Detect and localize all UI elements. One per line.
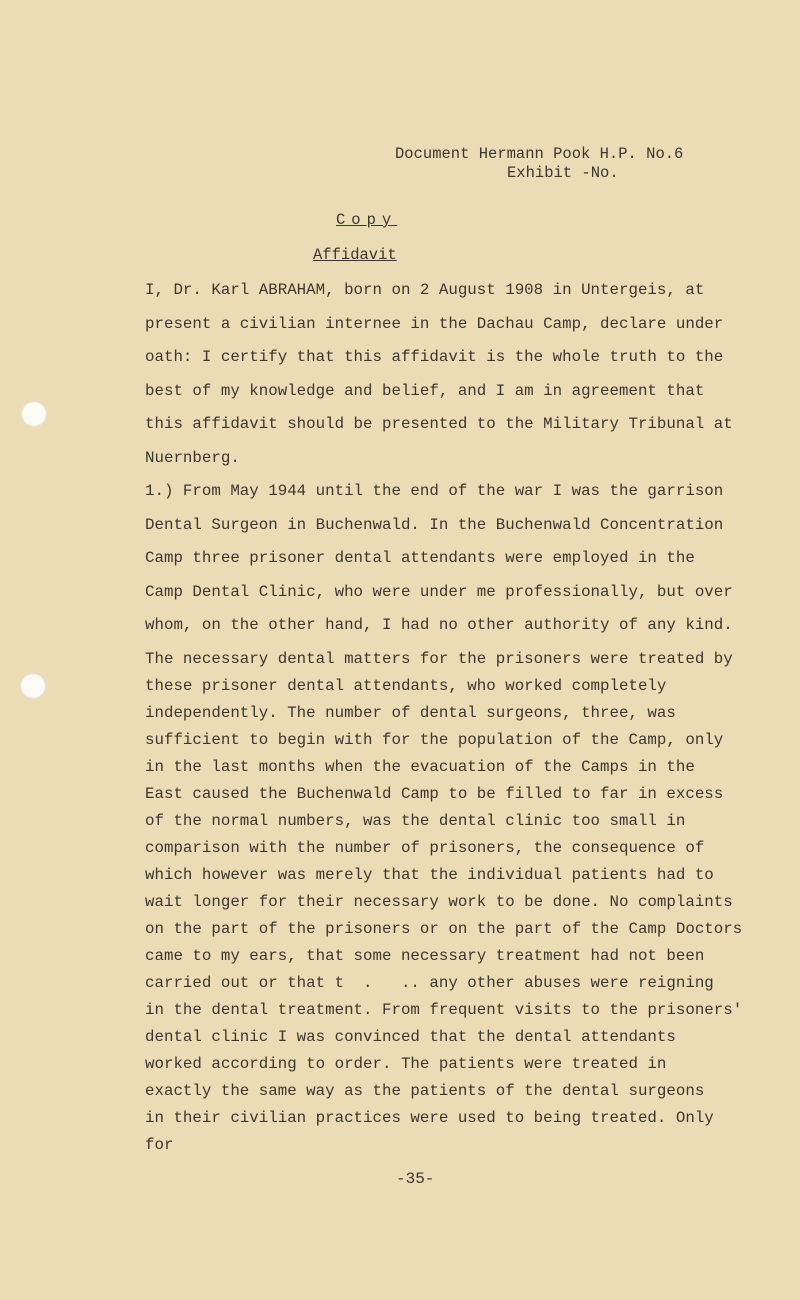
body-line: in their civilian practices were used to being treated. Only	[145, 1108, 714, 1127]
body-line: The necessary dental matters for the prisoners were treated by	[145, 649, 733, 668]
body-line: whom, on the other hand, I had no other authority of any kind.	[145, 616, 733, 634]
body-line: which however was merely that the individual patients had to	[145, 865, 714, 884]
punch-hole-bottom	[20, 673, 46, 699]
body-line: Camp three prisoner dental attendants were employed in the	[145, 549, 695, 567]
body-line: this affidavit should be presented to the Military Tribunal at	[145, 415, 733, 433]
body-line: in the last months when the evacuation of the Camps in the	[145, 757, 695, 776]
punch-hole-top	[21, 401, 47, 427]
body-line: exactly the same way as the patients of the dental surgeons	[145, 1081, 705, 1100]
body-line: Dental Surgeon in Buchenwald. In the Buchenwald Concentration	[145, 515, 724, 534]
body-line: dental clinic I was convinced that the dental attendants	[145, 1027, 676, 1046]
body-line: these prisoner dental attendants, who worked completely	[145, 676, 667, 695]
document-header	[395, 145, 735, 183]
body-line: Camp Dental Clinic, who were under me professionally, but over	[145, 582, 733, 601]
body-line: 1.) From May 1944 until the end of the war I was the garrison	[145, 482, 724, 500]
body-line: wait longer for their necessary work to be done. No complaints	[145, 892, 733, 911]
body-line: came to my ears, that some necessary treatment had not been	[145, 946, 705, 965]
body-line: I, Dr. Karl ABRAHAM, born on 2 August 1908 in Untergeis, at	[145, 281, 705, 299]
copy-title: Copy	[336, 211, 398, 229]
body-line: in the dental treatment. From frequent visits to the prisoners'	[145, 1000, 743, 1019]
body-line: carried out or that t . .. any other abuses were reigning	[145, 973, 714, 992]
body-line: independently. The number of dental surgeons, three, was	[145, 703, 676, 722]
body-line: on the part of the prisoners or on the part of the Camp Doctors	[145, 919, 743, 938]
body-line: worked according to order. The patients were treated in	[145, 1054, 667, 1073]
affidavit-body	[145, 276, 781, 1158]
body-line: oath: I certify that this affidavit is the whole truth to the	[145, 348, 724, 366]
body-line: for	[145, 1135, 174, 1154]
body-line: of the normal numbers, was the dental clinic too small in	[145, 811, 686, 830]
body-line: Nuernberg.	[145, 448, 240, 467]
body-line: comparison with the number of prisoners, the consequence of	[145, 838, 705, 857]
document-reference: Document Hermann Pook H.P. No.6	[395, 145, 684, 163]
body-line: East caused the Buchenwald Camp to be filled to far in excess	[145, 784, 724, 803]
body-line: present a civilian internee in the Dachau Camp, declare under	[145, 314, 724, 333]
exhibit-number: Exhibit -No.	[507, 164, 619, 182]
page-number: -35-	[396, 1170, 435, 1188]
body-line: sufficient to begin with for the population of the Camp, only	[145, 730, 724, 749]
affidavit-title: Affidavit	[313, 246, 397, 264]
body-line: best of my knowledge and belief, and I am in agreement that	[145, 381, 705, 400]
